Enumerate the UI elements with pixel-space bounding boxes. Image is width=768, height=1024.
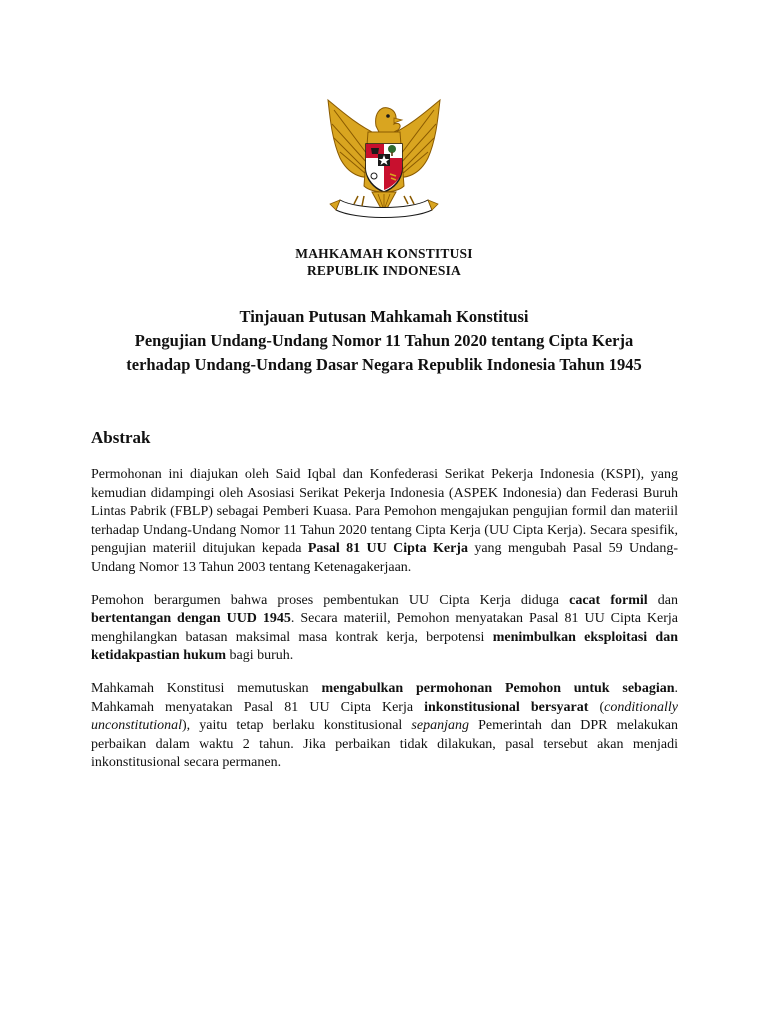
abstract-body <box>91 466 678 787</box>
institution-line-2: REPUBLIK INDONESIA <box>306 263 461 278</box>
bold-run: cacat formil <box>569 592 648 608</box>
title-line-1: Tinjauan Putusan Mahkamah Konstitusi <box>239 307 529 326</box>
institution-name <box>0 245 768 279</box>
bold-run: Pasal 81 UU Cipta Kerja <box>307 541 468 557</box>
garuda-emblem-icon <box>318 96 450 228</box>
text-run: ( <box>588 699 605 715</box>
text-run: . Secara materiil, Pemohon menyatakan Pasal 81 UU Cipta Kerja menghilangkan batasan maksimal masa kontrak kerja, berpotensi <box>91 611 679 645</box>
text-run: Pemohon berargumen bahwa proses pembentukan UU Cipta Kerja diduga <box>91 592 570 608</box>
title-line-2: Pengujian Undang-Undang Nomor 11 Tahun 2020 tentang Cipta Kerja <box>134 331 634 350</box>
abstract-paragraph-3 <box>91 680 678 773</box>
text-run: Permohonan ini diajukan oleh Said Iqbal dan Konfederasi Serikat Pekerja Indonesia (KSPI), yang kemudian didampingi oleh Asosiasi Serikat Pekerja Indonesia (ASPEK Indonesia) dan Federasi Buruh Lintas Pabrik (FBLP) sebagai Pemberi Kuasa. Para Pemohon mengajukan pengujian formil dan materiil terhadap Undang-Undang Nomor 11 Tahun 2020 tentang Cipta Kerja (UU Cipta Kerja). Secara spesifik, pengujian materiil ditujukan kepada <box>91 467 678 557</box>
document-title <box>0 305 768 377</box>
italic-run: sepanjang <box>411 718 469 734</box>
text-run: dan <box>647 592 678 608</box>
bold-run: menimbulkan eksploitasi dan ketidakpastian hukum <box>91 629 678 664</box>
text-run: bagi buruh. <box>226 648 294 664</box>
italic-run: conditionally unconstitutional <box>91 699 679 734</box>
text-run: Pemerintah dan DPR melakukan perbaikan dalam waktu 2 tahun. Jika perbaikan tidak dilakukan, pasal tersebut akan menjadi inkonstitusional secara permanen. <box>91 718 678 771</box>
abstract-heading: Abstrak <box>91 428 151 447</box>
text-run: yang mengubah Pasal 59 Undang-Undang Nomor 13 Tahun 2003 tentang Ketenagakerjaan. <box>91 541 678 575</box>
title-line-3: terhadap Undang-Undang Dasar Negara Republik Indonesia Tahun 1945 <box>126 355 642 374</box>
abstract-paragraph-2 <box>91 592 678 666</box>
text-run: . Mahkamah menyatakan Pasal 81 UU Cipta Kerja <box>91 680 678 715</box>
bold-run: mengabulkan permohonan Pemohon untuk sebagian <box>321 680 675 696</box>
text-run: ), yaitu tetap berlaku konstitusional <box>182 718 412 734</box>
bold-run: bertentangan dengan UUD 1945 <box>91 611 291 627</box>
institution-line-1: MAHKAMAH KONSTITUSI <box>295 246 473 261</box>
text-run: Mahkamah Konstitusi memutuskan <box>91 680 322 696</box>
bold-run: inkonstitusional bersyarat <box>424 699 589 715</box>
abstract-paragraph-1 <box>91 466 678 578</box>
